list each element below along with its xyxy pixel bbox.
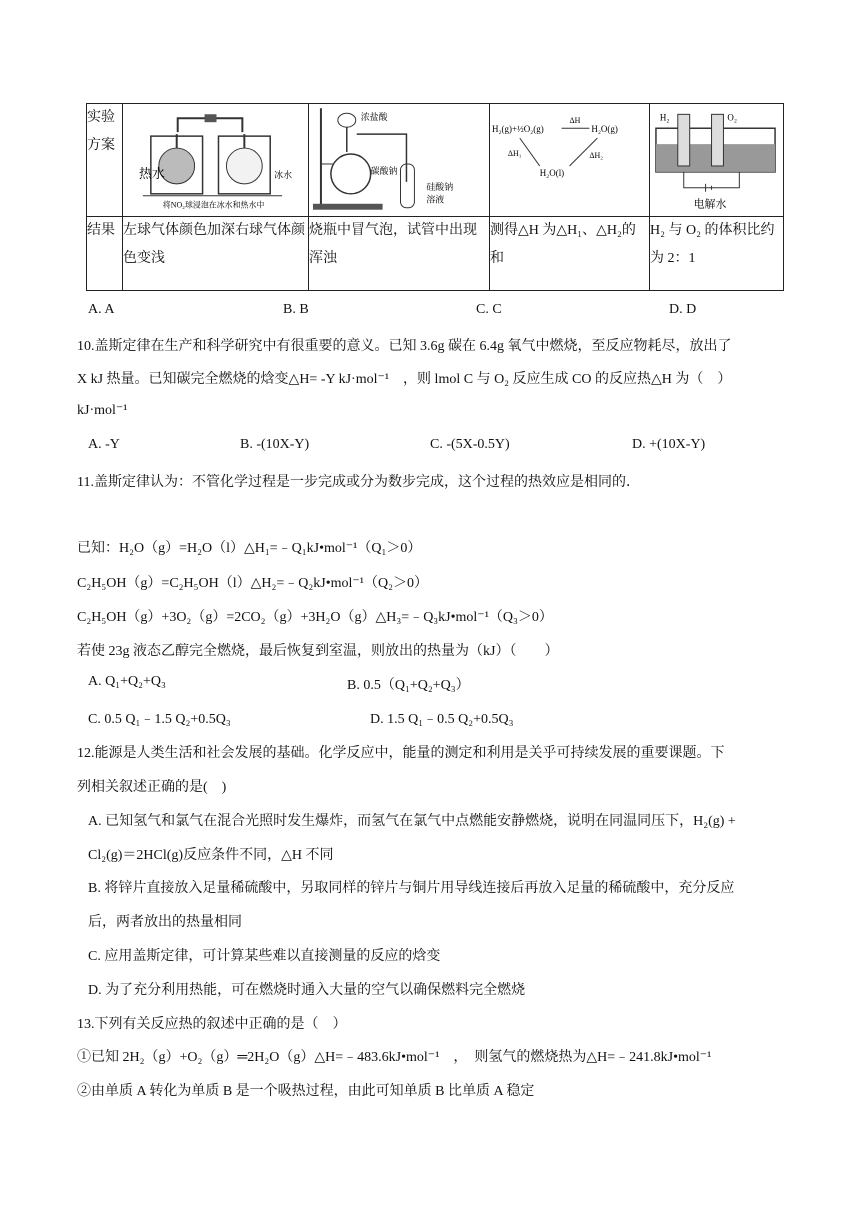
na2co3-label: 碳酸钠 (370, 165, 398, 176)
option: D. +(10X-Y) (632, 437, 706, 452)
option: D. 为了充分利用热能，可在燃烧时通入大量的空气以确保燃料完全燃烧 (88, 983, 526, 998)
figure-no2-balls (123, 104, 309, 217)
q11-known: 已知：H₂O（g）=H₂O（l）△H₁=﹣Q₁kJ•mol⁻¹（Q₁＞0） (77, 541, 422, 556)
row-header-line: 实验 (87, 110, 115, 125)
q10-stem-line: 10.盖斯定律在生产和科学研究中有很重要的意义。已知 3.6g 碳在 6.4g 氧气中燃烧，至反应物耗尽，放出了 (77, 339, 732, 354)
q13-stem: 13.下列有关反应热的叙述中正确的是（ ） (77, 1017, 347, 1032)
option: A. A (88, 302, 115, 317)
hess-bottom-label: H₂O(l) (539, 167, 565, 178)
solution-label: 溶液 (426, 194, 445, 205)
hess-top-label: H₂(g)+½O₂(g) (491, 124, 544, 135)
h2-label: H₂ (659, 112, 670, 123)
option-continued: 后，两者放出的热量相同 (88, 915, 242, 930)
electrolysis-caption: 电解水 (693, 198, 727, 211)
electrolysis-diagram (650, 104, 783, 216)
hess-dh-label: ΔH (569, 116, 581, 126)
na2sio3-label: 硅酸钠 (426, 181, 454, 192)
q13-item: ①已知 2H₂（g）+O₂（g）═2H₂O（g）△H=﹣483.6kJ•mol⁻¹ ， 则氢气的燃烧热为△H=﹣241.8kJ•mol⁻¹ (77, 1050, 712, 1065)
q10-stem-line: kJ·mol⁻¹ (77, 403, 128, 418)
q11-known: C₂H₅OH（g）+3O₂（g）=2CO₂（g）+3H₂O（g）△H₃=﹣Q₃kJ•mol⁻¹（Q₃＞0） (77, 610, 553, 625)
q13-item: ②由单质 A 转化为单质 B 是一个吸热过程，由此可知单质 B 比单质 A 稳定 (77, 1084, 535, 1099)
figure-acid-carbonate (309, 104, 490, 217)
option: C. 应用盖斯定律，可计算某些难以直接测量的反应的焓变 (88, 949, 441, 964)
hot-water-label: 热水 (138, 165, 165, 181)
option: B. 将锌片直接放入足量稀硫酸中，另取同样的锌片与铜片用导线连接后再放入足量的稀硫酸中，充分反应 (88, 881, 735, 896)
hess-dh2-label: ΔH₂ (589, 151, 603, 161)
hess-right-label: H₂O(g) (591, 124, 618, 135)
option-continued: Cl₂(g)＝2HCl(g)反应条件不同，△H 不同 (88, 848, 334, 863)
no2-balls-diagram (123, 104, 308, 216)
option: B. 0.5（Q₁+Q₂+Q₃） (347, 678, 470, 693)
q11-known: C₂H₅OH（g）=C₂H₅OH（l）△H₂=﹣Q₂kJ•mol⁻¹（Q₂＞0） (77, 576, 428, 591)
fig1-caption: 将NO₂球浸泡在冰水和热水中 (162, 200, 265, 210)
option: A. Q₁+Q₂+Q₃ (88, 674, 166, 689)
o2-label: O₂ (727, 112, 737, 123)
option: C. 0.5 Q₁﹣1.5 Q₂+0.5Q₃ (88, 712, 231, 727)
row-header-result: 结果 (87, 217, 123, 291)
conc-hcl-label: 浓盐酸 (360, 112, 388, 123)
option: C. C (476, 302, 502, 317)
option: B. -(10X-Y) (240, 437, 310, 452)
option: B. B (283, 302, 309, 317)
row-header-scheme (87, 104, 123, 217)
option: C. -(5X-0.5Y) (430, 437, 510, 452)
acid-carbonate-diagram (309, 104, 489, 216)
figure-hess-cycle (490, 104, 650, 217)
q12-stem-line: 列相关叙述正确的是( ) (77, 780, 227, 795)
q11-stem: 11.盖斯定律认为：不管化学过程是一步完成或分为数步完成，这个过程的热效应是相同的． (77, 475, 640, 490)
q11-ask: 若使 23g 液态乙醇完全燃烧，最后恢复到室温，则放出的热量为（kJ）（ ） (77, 644, 559, 659)
hess-cycle-diagram (490, 104, 649, 216)
row-header-line: 方案 (87, 138, 115, 153)
option: D. D (669, 302, 697, 317)
hess-dh1-label: ΔH₁ (507, 149, 522, 159)
ice-water-label: 冰水 (274, 169, 293, 180)
result-cell: 左球气体颜色加深右球气体颜色变浅 (123, 217, 309, 291)
result-cell: 测得△H 为△H₁、△H₂的和 (490, 217, 650, 291)
q12-stem-line: 12.能源是人类生活和社会发展的基础。化学反应中，能量的测定和利用是关乎可持续发展的重要课题。下 (77, 746, 725, 761)
q10-stem-line: X kJ 热量。已知碳完全燃烧的焓变△H= -Y kJ·mol⁻¹ ，则 lmol C 与 O₂ 反应生成 CO 的反应热△H 为（ ） (77, 372, 732, 387)
option: A. 已知氢气和氯气在混合光照时发生爆炸，而氢气在氯气中点燃能安静燃烧，说明在同温同压下，H₂(g) + (88, 814, 736, 829)
option: D. 1.5 Q₁﹣0.5 Q₂+0.5Q₃ (370, 712, 514, 727)
result-cell: H₂ 与 O₂ 的体积比约为 2：1 (650, 217, 784, 291)
experiment-table (86, 103, 784, 291)
option: A. -Y (88, 437, 120, 452)
result-cell: 烧瓶中冒气泡，试管中出现浑浊 (309, 217, 490, 291)
figure-electrolysis (650, 104, 784, 217)
